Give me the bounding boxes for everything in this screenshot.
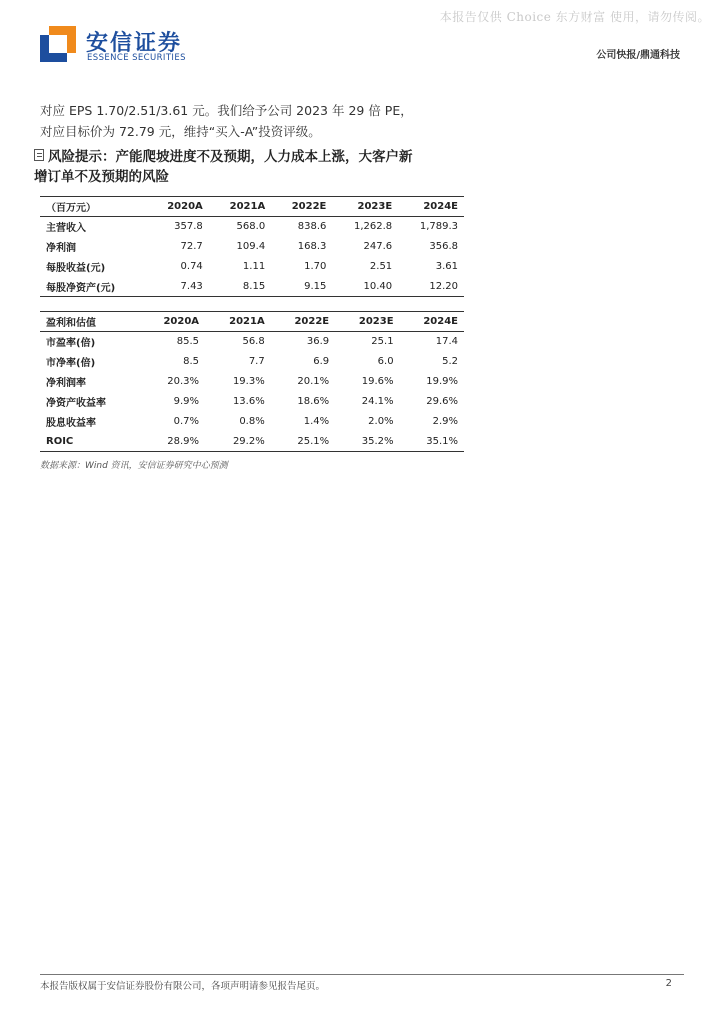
logo-name-cn: 安信证券 — [86, 31, 183, 56]
table-cell: 13.6% — [232, 396, 265, 407]
table-row — [40, 412, 464, 432]
row-label: 主营收入 — [46, 223, 86, 235]
table-row — [40, 257, 464, 277]
table-row — [40, 372, 464, 392]
table-cell: 19.6% — [361, 376, 394, 387]
table-row — [40, 217, 464, 237]
copyright-notice: 本报告版权属于安信证券股份有限公司，各项声明请参见报告尾页。 — [40, 981, 326, 992]
table-cell: 36.9 — [306, 336, 330, 348]
row-label: 净利润 — [46, 243, 76, 254]
table-row — [40, 332, 464, 352]
table-row — [40, 277, 464, 297]
table-cell: 2.9% — [432, 416, 458, 427]
table-cell: 357.8 — [174, 221, 203, 233]
table-cell: 20.1% — [297, 376, 330, 387]
table-cell: 2.0% — [368, 416, 394, 427]
table-cell: 9.9% — [173, 396, 200, 407]
table-cell: 85.5 — [176, 336, 200, 348]
table-cell: 18.6% — [297, 396, 330, 407]
table-header-cell: 盈利和估值 — [46, 318, 96, 329]
row-label: 市净率(倍) — [46, 358, 96, 369]
table-header-cell: 2023E — [357, 201, 393, 212]
table-cell: 10.40 — [363, 280, 393, 292]
table-cell: 8.5 — [183, 356, 200, 367]
table-cell: 72.7 — [180, 241, 203, 252]
risk-title-line-2: 增订单不及预期的风险 — [34, 169, 169, 185]
table-cell: 8.15 — [242, 280, 266, 292]
table-cell: 19.9% — [426, 376, 458, 387]
risk-title-line-1: 风险提示：产能爬坡进度不及预期，人力成本上涨，大客户新 — [48, 149, 413, 165]
table-cell: 29.2% — [232, 435, 265, 447]
table-cell: 7.7 — [248, 356, 265, 367]
table-cell: 0.7% — [173, 416, 200, 427]
table-cell: 168.3 — [297, 241, 327, 252]
table-cell: 1,262.8 — [354, 221, 393, 233]
valuation-text-line-2: 对应目标价为 72.79 元，维持“买入-A”投资评级。 — [40, 124, 321, 139]
table-header-row — [40, 197, 464, 217]
table-row — [40, 237, 464, 257]
report-category: 公司快报/鼎通科技 — [596, 50, 680, 61]
table-cell: 20.3% — [167, 376, 200, 387]
table-cell: 3.61 — [435, 261, 458, 272]
table-cell: 1.4% — [303, 416, 330, 427]
table-cell: 24.1% — [361, 396, 394, 407]
table-cell: 356.8 — [429, 241, 458, 252]
table-cell: 17.4 — [435, 336, 458, 348]
document-icon — [34, 149, 44, 161]
watermark: 本报告仅供 Choice 东方财富 使用，请勿传阅。 — [439, 10, 710, 24]
table-cell: 12.20 — [429, 280, 458, 292]
table-header-cell: 2021A — [229, 316, 265, 327]
footer-divider — [40, 974, 684, 975]
table-row — [40, 352, 464, 372]
table-cell: 6.0 — [377, 356, 394, 367]
table-header-cell: 2022E — [291, 201, 327, 212]
table-cell: 35.2% — [361, 435, 394, 447]
row-label: ROIC — [46, 435, 74, 447]
table-header-cell: 2024E — [423, 316, 458, 327]
table-cell: 247.6 — [363, 241, 393, 252]
table-cell: 56.8 — [242, 336, 265, 348]
row-label: 每股净资产(元) — [46, 282, 116, 294]
table-cell: 19.3% — [232, 376, 265, 387]
table-row — [40, 392, 464, 412]
row-label: 市盈率(倍) — [46, 338, 96, 350]
table-cell: 6.9 — [313, 356, 330, 367]
row-label: 净资产收益率 — [46, 398, 106, 409]
table-cell: 5.2 — [442, 356, 458, 367]
table-header-cell: 2021A — [229, 201, 266, 212]
table-cell: 109.4 — [236, 241, 266, 252]
table-cell: 35.1% — [426, 435, 458, 447]
table-cell: 568.0 — [236, 221, 266, 233]
table-cell: 1,789.3 — [419, 221, 458, 233]
table-cell: 2.51 — [369, 261, 393, 272]
table-cell: 29.6% — [426, 396, 458, 407]
table-cell: 7.43 — [180, 280, 203, 292]
table-header-cell: 2020A — [167, 201, 203, 212]
table-cell: 1.11 — [242, 261, 266, 272]
financial-summary-table — [40, 196, 464, 297]
data-source-note: 数据来源：Wind 资讯，安信证券研究中心预测 — [40, 461, 228, 471]
table-cell: 25.1% — [297, 435, 330, 447]
row-label: 每股收益(元) — [46, 263, 106, 274]
table-cell: 9.15 — [304, 280, 327, 292]
page-number: 2 — [665, 978, 672, 989]
table-cell: 0.74 — [180, 261, 203, 272]
table-header-cell: 2023E — [358, 316, 394, 327]
table-header-cell: 2020A — [163, 316, 200, 327]
valuation-table — [40, 311, 464, 452]
table-header-cell: 2022E — [294, 316, 330, 327]
table-header-row — [40, 312, 464, 332]
table-cell: 28.9% — [167, 435, 200, 447]
logo-mark-icon — [40, 26, 76, 62]
row-label: 净利润率 — [46, 378, 86, 389]
table-header-cell: （百万元） — [46, 203, 96, 214]
logo-name-en: ESSENCE SECURITIES — [87, 53, 186, 63]
row-label: 股息收益率 — [46, 418, 96, 429]
table-cell: 1.70 — [304, 261, 327, 272]
table-cell: 838.6 — [297, 221, 327, 233]
table-header-cell: 2024E — [423, 201, 458, 212]
valuation-text-line-1: 对应 EPS 1.70/2.51/3.61 元。我们给予公司 2023 年 29 倍 PE， — [40, 103, 413, 118]
table-cell: 25.1 — [371, 336, 394, 348]
table-row — [40, 432, 464, 452]
table-cell: 0.8% — [239, 416, 265, 427]
